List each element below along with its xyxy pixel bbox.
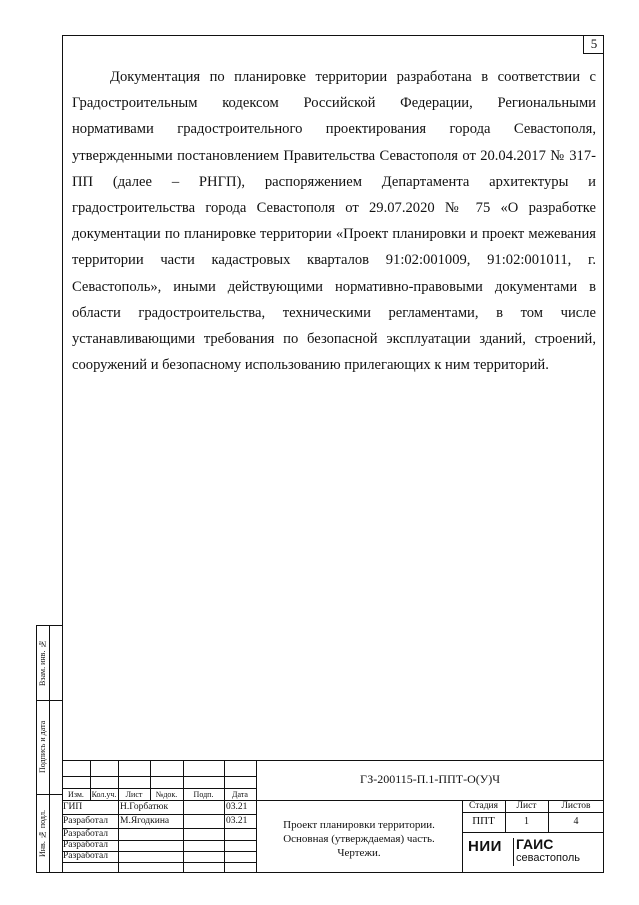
side-label-vzam: Взам. инв. №: [38, 639, 47, 686]
row-name: Н.Горбатюк: [120, 802, 169, 812]
stamp-grid-line: [62, 776, 256, 777]
header-data: Дата: [232, 790, 248, 799]
row-name: М.Ягодкина: [120, 816, 170, 826]
sheet-value: 1: [524, 816, 529, 827]
title-line: Основная (утверждаемая) часть.: [283, 833, 435, 845]
header-izm: Изм.: [68, 790, 84, 799]
document-code: ГЗ-200115-П.1-ППТ-О(У)Ч: [359, 772, 501, 786]
row-role: Разработал: [63, 840, 108, 850]
row-date: 03.21: [226, 802, 248, 812]
logo-divider: [513, 838, 514, 866]
side-strip-divider: [36, 700, 62, 701]
title-line: Чертежи.: [337, 847, 381, 859]
header-koluch: Кол.уч.: [91, 790, 117, 799]
organization-logo: [468, 836, 580, 864]
stamp-grid-line: [118, 760, 119, 873]
stamp-grid-line: [183, 760, 184, 873]
header-ndok: №док.: [155, 790, 178, 799]
logo-nii: НИИ: [468, 838, 502, 855]
page-number: 5: [583, 35, 604, 54]
body-text: [72, 64, 596, 378]
sheets-value: 4: [573, 816, 579, 827]
document-title: [256, 818, 462, 860]
row-role: Разработал: [63, 829, 108, 839]
side-strip-divider: [36, 794, 62, 795]
side-strip-inner-column: [49, 625, 63, 873]
body-paragraph: Документация по планировке территории разработана в соответствии с Градостроительным кодексом Российской Федерации, Региональными нормативами градостроительного проектирования города Севастополя, утвержденными постановлением Правительства Севастополя от 20.04.2017 № 317-ПП (далее – РНГП), распоряжением Департамента архитектуры и градостроительства города Севастополя от 29.07.2020 № 75 «О разработке документации по планировке территории «Проект планировки и проект межевания территории части кадастровых кварталов 91:02:001009, 91:02:001011, г. Севастополь», иными действующими нормативно-правовыми документами в области градостроительства, техническими регламентами, в том числе устанавливающими требования по безопасной эксплуатации зданий, строений, сооружений и безопасному использованию прилегающих к ним территорий.: [72, 69, 596, 374]
logo-gais: ГАИС: [516, 836, 554, 852]
row-role: ГИП: [63, 802, 83, 812]
row-date: 03.21: [226, 816, 248, 826]
side-label-podpis: Подпись и дата: [38, 720, 47, 774]
row-role: Разработал: [63, 851, 108, 861]
stage-header: Стадия: [469, 801, 498, 811]
logo-sevastopol: севастополь: [516, 852, 580, 864]
row-role: Разработал: [63, 816, 108, 826]
header-podp: Подп.: [193, 790, 214, 799]
sheets-header: Листов: [561, 801, 591, 811]
stamp-grid-line: [462, 832, 604, 833]
stage-value: ППТ: [472, 815, 495, 827]
stamp-grid-line: [224, 760, 225, 873]
sheet-header: Лист: [516, 801, 537, 811]
side-label-inv: Инв. № подл.: [38, 810, 47, 857]
title-line: Проект планировки территории.: [283, 819, 435, 831]
header-list: Лист: [125, 790, 143, 799]
